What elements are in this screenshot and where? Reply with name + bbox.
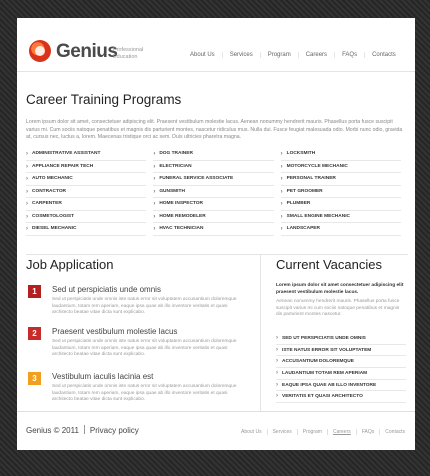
career-link[interactable]: › APPLIANCE REPAIR TECH xyxy=(26,161,146,174)
vacancies-description: Aenean nonummy hendrerit mauris. Phasellus porta fusce suscipit varius mi cum sociis natoque penatibus et magnis dis parturient montes nascetur. xyxy=(276,299,400,317)
vacancies-list xyxy=(276,333,406,403)
career-link[interactable]: › LANDSCAPER xyxy=(281,223,401,236)
vacancies-title: Current Vacancies xyxy=(276,257,382,272)
job-item-title[interactable]: Praesent vestibulum molestie lacus xyxy=(52,327,178,336)
vacancy-link[interactable]: › LAUDANTIUM TOTAM REM APERIAM xyxy=(276,368,406,380)
career-link[interactable]: › DIESEL MECHANIC xyxy=(26,223,146,236)
job-item-text: Sed ut perspiciatis unde omnis iste natus error sit voluptatem accusantium doloremque laudantium, totam rem aperiam, eaque ipsa quae ab illo inventore veritatis et quasi architecto beatae vitae dicta sunt explicabo. xyxy=(52,339,237,357)
footer-separator xyxy=(84,425,85,434)
logo-icon[interactable] xyxy=(29,40,51,62)
footer-nav-program[interactable]: Program xyxy=(297,429,327,435)
career-link[interactable]: › LOCKSMITH xyxy=(281,148,401,161)
main-nav xyxy=(183,52,403,58)
vacancy-link[interactable]: › SED UT PERSPICIATIS UNDE OMNIS xyxy=(276,333,406,345)
career-link[interactable]: › FUNERAL SERVICE ASSOCIATE xyxy=(153,173,273,186)
footer-nav xyxy=(236,429,410,435)
vacancy-link[interactable]: › EAQUE IPSA QUAE AB ILLO INVENTORE xyxy=(276,380,406,392)
section-divider xyxy=(26,254,408,255)
career-link[interactable]: › HOME REMODELER xyxy=(153,211,273,224)
training-intro: Lorem ipsum dolor sit amet, consectetuer adipiscing elit. Praesent vestibulum molestie lacus. Aenean nonummy hendrerit mauris. Phasellus porta fusce suscipit varius mi. Cum sociis natoque penatibus et magnis dis parturient montes, nascetur ridiculus mus. Nulla dui. Fusce feugiat malesuada odio. Morbi nunc odio, gravida at, cursus nec, luctus a, lorem. Maecenas tristique orci ac sem. Duis ultricies pharetra magna. xyxy=(26,119,403,141)
page-container xyxy=(17,18,415,450)
career-column-2 xyxy=(153,148,273,236)
vacancy-link[interactable]: › ACCUSANTIUM DOLOREMQUE xyxy=(276,356,406,368)
career-link[interactable]: › CARPENTER xyxy=(26,198,146,211)
career-column-1 xyxy=(26,148,146,236)
career-link[interactable]: › CONTRACTOR xyxy=(26,186,146,199)
career-link[interactable]: › SMALL ENGINE MECHANIC xyxy=(281,211,401,224)
logo-tagline: Professional Education xyxy=(113,47,144,60)
career-columns xyxy=(26,148,408,236)
step-number-badge: 1 xyxy=(28,285,41,298)
career-link[interactable]: › PERSONAL TRAINER xyxy=(281,173,401,186)
career-link[interactable]: › HVAC TECHNICIAN xyxy=(153,223,273,236)
career-link[interactable]: › COSMETOLOGIST xyxy=(26,211,146,224)
footer-nav-about[interactable]: About Us xyxy=(241,429,262,435)
nav-services[interactable]: Services xyxy=(222,52,260,58)
site-footer xyxy=(17,411,415,450)
vacancy-link[interactable]: › ISTE NATUS ERROR SIT VOLUPTATEM xyxy=(276,345,406,357)
vacancies-intro: Lorem ipsum dolor sit amet consectetuer adipiscing elit praesent vestibulum molestie lacus. xyxy=(276,283,404,295)
footer-nav-services[interactable]: Services xyxy=(267,429,297,435)
step-number-badge: 3 xyxy=(28,372,41,385)
career-link[interactable]: › PLUMBER xyxy=(281,198,401,211)
logo-text[interactable]: Genius xyxy=(56,41,118,62)
career-link[interactable]: › PET GROOMER xyxy=(281,186,401,199)
career-link[interactable]: › HOME INSPECTOR xyxy=(153,198,273,211)
footer-nav-contacts[interactable]: Contacts xyxy=(379,429,410,435)
job-item-title[interactable]: Sed ut perspiciatis unde omnis xyxy=(52,285,161,294)
career-link[interactable]: › MOTORCYCLE MECHANIC xyxy=(281,161,401,174)
career-link[interactable]: › AUTO MECHANIC xyxy=(26,173,146,186)
nav-careers[interactable]: Careers xyxy=(298,52,334,58)
career-link[interactable]: › DOG TRAINER xyxy=(153,148,273,161)
job-item-text: Sed ut perspiciatis unde omnis iste natus error sit voluptatem accusantium doloremque laudantium, totam rem aperiam, eaque ipsa quae ab illo inventore veritatis et quasi architecto beatae vitae dicta sunt explicabo. xyxy=(52,297,237,315)
nav-contacts[interactable]: Contacts xyxy=(364,52,403,58)
nav-faqs[interactable]: FAQs xyxy=(334,52,364,58)
job-item-text: Sed ut perspiciatis unde omnis iste natus error sit voluptatem accusantium doloremque laudantium, totam rem aperiam, eaque ipsa quae ab illo inventore veritatis et quasi architecto beatae vitae dicta sunt explicabo. xyxy=(52,384,237,402)
column-divider xyxy=(260,254,261,411)
copyright-text: Genius © 2011 xyxy=(26,426,79,435)
training-title: Career Training Programs xyxy=(26,92,182,107)
career-link[interactable]: › ADMINISTRATIVE ASSISTANT xyxy=(26,148,146,161)
footer-copyright xyxy=(26,425,139,435)
footer-nav-careers[interactable]: Careers xyxy=(327,429,356,435)
job-application-title: Job Application xyxy=(26,257,114,272)
career-link[interactable]: › ELECTRICIAN xyxy=(153,161,273,174)
nav-program[interactable]: Program xyxy=(260,52,298,58)
career-column-3 xyxy=(281,148,401,236)
vacancy-link[interactable]: › VERITATIS ET QUASI ARCHITECTO xyxy=(276,391,406,403)
career-link[interactable]: › GUNSMITH xyxy=(153,186,273,199)
step-number-badge: 2 xyxy=(28,327,41,340)
job-item-title[interactable]: Vestibulum iaculis lacinia est xyxy=(52,372,154,381)
site-header xyxy=(17,18,415,72)
privacy-policy-link[interactable]: Privacy policy xyxy=(89,426,139,435)
footer-nav-faqs[interactable]: FAQs xyxy=(356,429,380,435)
nav-about[interactable]: About Us xyxy=(190,52,215,58)
